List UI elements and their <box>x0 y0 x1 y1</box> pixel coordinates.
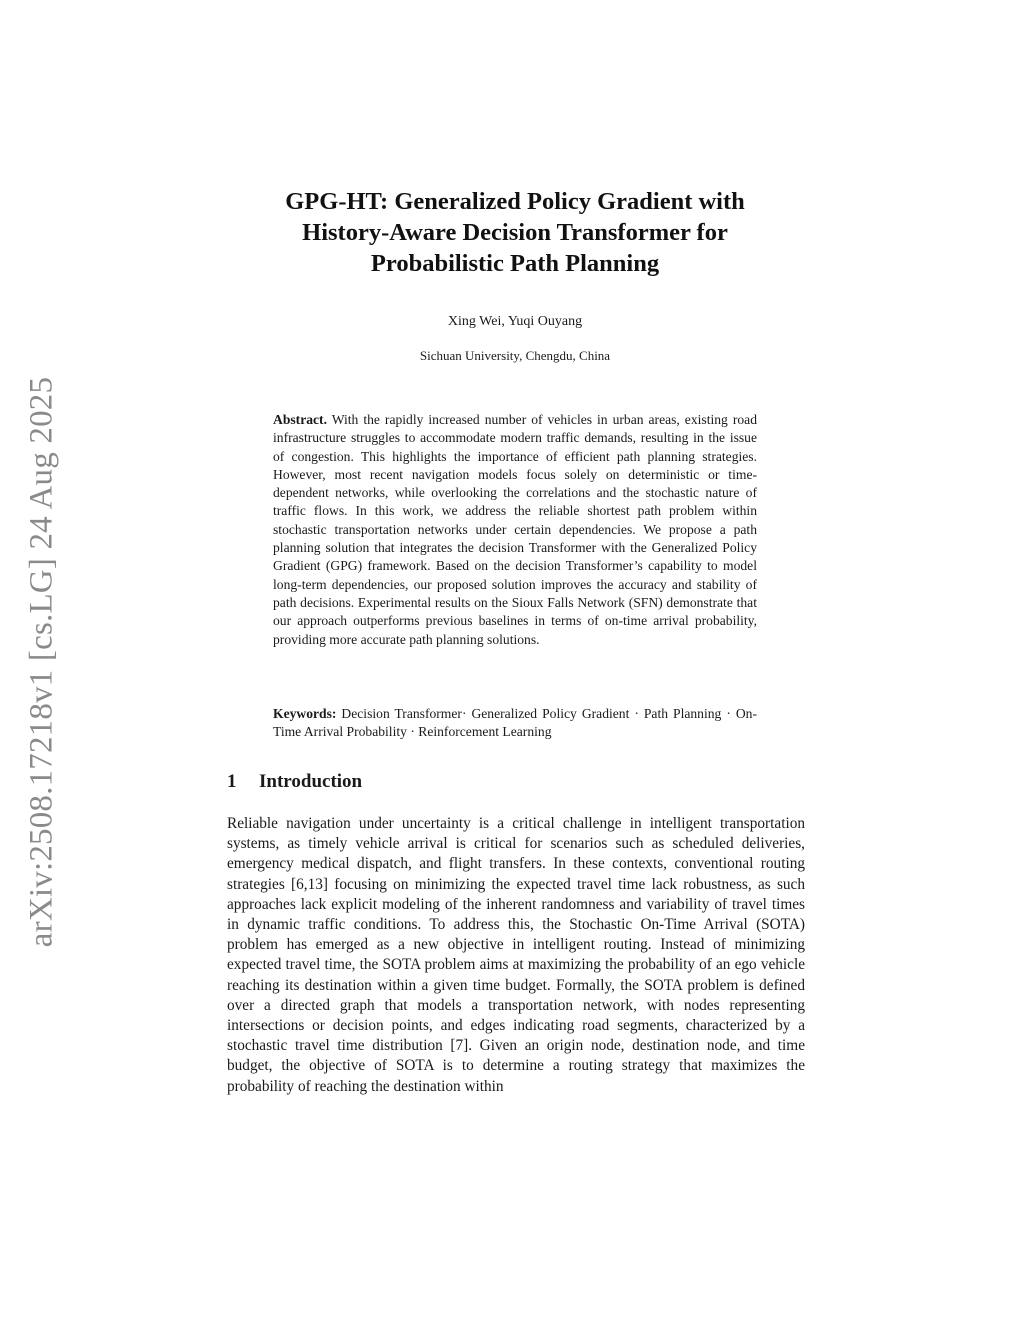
paper-title <box>150 186 880 279</box>
affiliation: Sichuan University, Chengdu, China <box>419 348 611 363</box>
abstract-label: Abstract. <box>273 412 327 427</box>
keywords <box>273 705 757 742</box>
keywords-label: Keywords: <box>273 706 337 721</box>
title-line-3: Probabilistic Path Planning <box>370 250 660 277</box>
section-number: 1 <box>227 771 237 792</box>
arxiv-identifier-stamp: arXiv:2508.17218v1 [cs.LG] 24 Aug 2025 <box>23 376 60 948</box>
title-line-1: GPG-HT: Generalized Policy Gradient with <box>285 188 745 215</box>
title-line-2: History-Aware Decision Transformer for <box>302 219 728 246</box>
abstract <box>273 411 757 649</box>
authors: Xing Wei, Yuqi Ouyang <box>447 314 583 329</box>
intro-paragraph: Reliable navigation under uncertainty is a critical challenge in intelligent transportation systems, as timely vehicle arrival is critical for scenarios such as scheduled deliveries, emergency medical dispatch, and flight transfers. In these contexts, conventional routing strategies [6,13] focusing on minimizing the expected travel time lack robustness, as such approaches lack explicit modeling of the inherent randomness and variability of travel times in dynamic traffic conditions. To address this, the Stochastic On-Time Arrival (SOTA) problem has emerged as a new objective in intelligent routing. Instead of minimizing expected travel time, the SOTA problem aims at maximizing the probability of an ego vehicle reaching its destination within a given time budget. Formally, the SOTA problem is defined over a directed graph that models a transportation network, with nodes representing intersections or decision points, and edges indicating road segments, characterized by a stochastic travel time distribution [7]. Given an origin node, destination node, and time budget, the objective of SOTA is to determine a routing strategy that maximizes the probability of reaching the destination within <box>227 815 805 1095</box>
section-heading <box>227 771 362 793</box>
abstract-text: With the rapidly increased number of vehicles in urban areas, existing road infrastructure struggles to accommodate modern traffic demands, resulting in the issue of congestion. This highlights the importance of efficient path planning strategies. However, most recent navigation models focus solely on deterministic or time-dependent networks, while overlooking the correlations and the stochastic nature of traffic flows. In this work, we address the reliable shortest path problem within stochastic transportation networks under certain dependencies. We propose a path planning solution that integrates the decision Transformer with the Generalized Policy Gradient (GPG) framework. Based on the decision Transformer’s capability to model long-term dependencies, our proposed solution improves the accuracy and stability of path decisions. Experimental results on the Sioux Falls Network (SFN) demonstrate that our approach outperforms previous baselines in terms of on-time arrival probability, providing more accurate path planning solutions. <box>273 412 757 647</box>
keywords-text: Decision Transformer· Generalized Policy Gradient · Path Planning · On-Time Arrival Probability · Reinforcement Learning <box>273 706 757 740</box>
section-title: Introduction <box>259 771 363 792</box>
